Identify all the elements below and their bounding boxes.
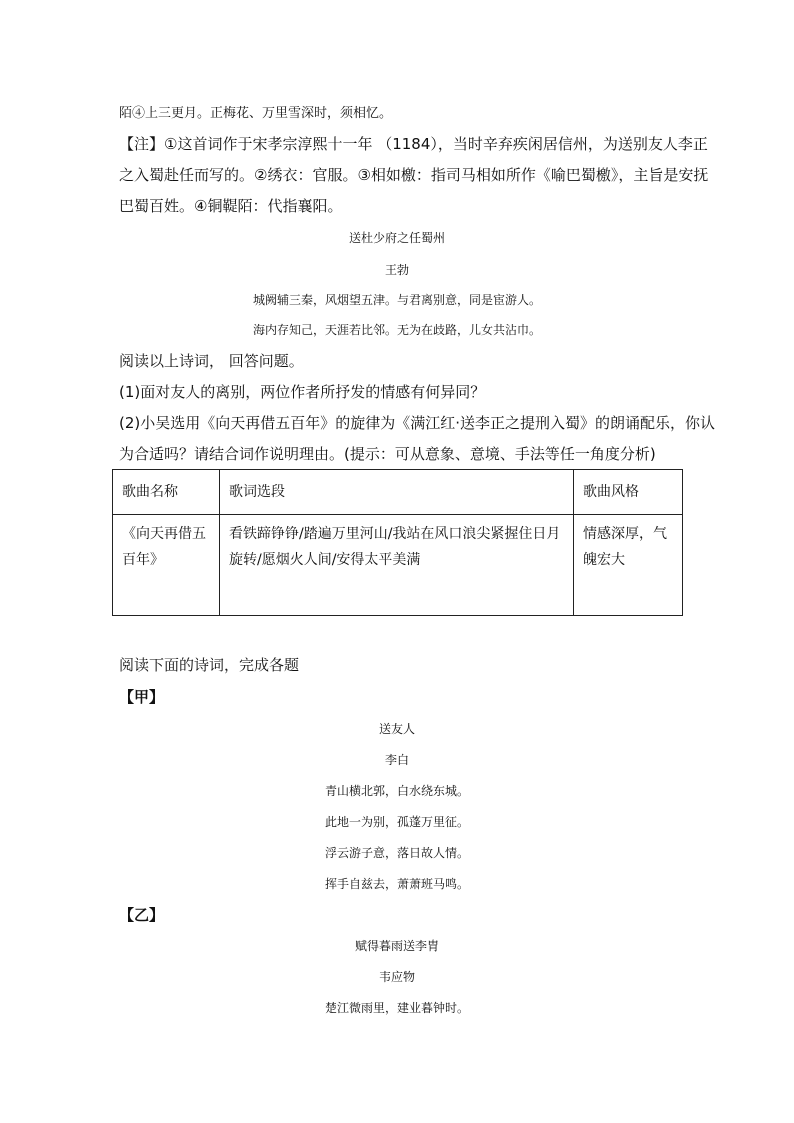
poem3-title: 赋得暮雨送李胄	[354, 939, 439, 953]
cell-song-style: 情感深厚，气魄宏大	[574, 515, 683, 616]
label-yi: 【乙】	[119, 906, 165, 924]
poem2-line-4: 挥手自兹去，萧萧班马鸣。	[324, 877, 469, 891]
poem2-line-1: 青山横北郭，白水绕东城。	[324, 784, 469, 798]
poem2-title: 送友人	[378, 722, 415, 736]
table-row	[113, 515, 683, 616]
section2-intro: 阅读下面的诗词，完成各题	[119, 656, 300, 674]
header-song-style: 歌曲风格	[574, 470, 683, 515]
poem1-title: 送杜少府之任蜀州	[348, 231, 445, 245]
poem2-line-2: 此地一为别，孤蓬万里征。	[324, 815, 469, 829]
note-line-1: 【注】①这首词作于宋孝宗淳熙十一年 （1184），当时辛弃疾闲居信州，为送别友人李正	[119, 135, 708, 153]
question-1: (1)面对友人的离别，两位作者所抒发的情感有何异同？	[119, 383, 486, 401]
cell-lyrics: 看铁蹄铮铮/踏遍万里河山/我站在风口浪尖紧握住日月旋转/愿烟火人间/安得太平美满	[220, 515, 574, 616]
poem1-line-2: 海内存知己，天涯若比邻。无为在歧路，儿女共沾巾。	[252, 323, 541, 337]
label-jia: 【甲】	[119, 688, 165, 706]
poem-closing-line: 陌④上三更月。正梅花、万里雪深时，须相忆。	[119, 106, 393, 121]
question-2-line-2: 为合适吗？请结合词作说明理由。(提示：可从意象、意境、手法等任一角度分析)	[119, 445, 656, 463]
song-table	[112, 469, 683, 616]
header-lyrics: 歌词选段	[220, 470, 574, 515]
header-song-name: 歌曲名称	[113, 470, 220, 515]
poem1-author: 王勃	[384, 263, 409, 277]
poem2-line-3: 浮云游子意，落日故人情。	[324, 846, 469, 860]
note-line-2: 之入蜀赴任而写的。②绣衣：官服。③相如檄：指司马相如所作《喻巴蜀檄》，主旨是安抚	[119, 166, 709, 184]
poem2-author: 李白	[384, 753, 409, 767]
poem3-author: 韦应物	[378, 970, 415, 984]
poem3-line-1: 楚江微雨里，建业暮钟时。	[324, 1001, 469, 1015]
cell-song-name: 《向天再借五百年》	[113, 515, 220, 616]
question-2-line-1: (2)小吴选用《向天再借五百年》的旋律为《满江红·送李正之提刑入蜀》的朗诵配乐，你认	[119, 414, 716, 432]
note-line-3: 巴蜀百姓。④铜鞮陌：代指襄阳。	[119, 197, 343, 215]
questions-intro: 阅读以上诗词， 回答问题。	[119, 352, 304, 370]
table-header-row	[113, 470, 683, 515]
poem1-line-1: 城阙辅三秦，风烟望五津。与君离别意，同是宦游人。	[252, 293, 541, 307]
